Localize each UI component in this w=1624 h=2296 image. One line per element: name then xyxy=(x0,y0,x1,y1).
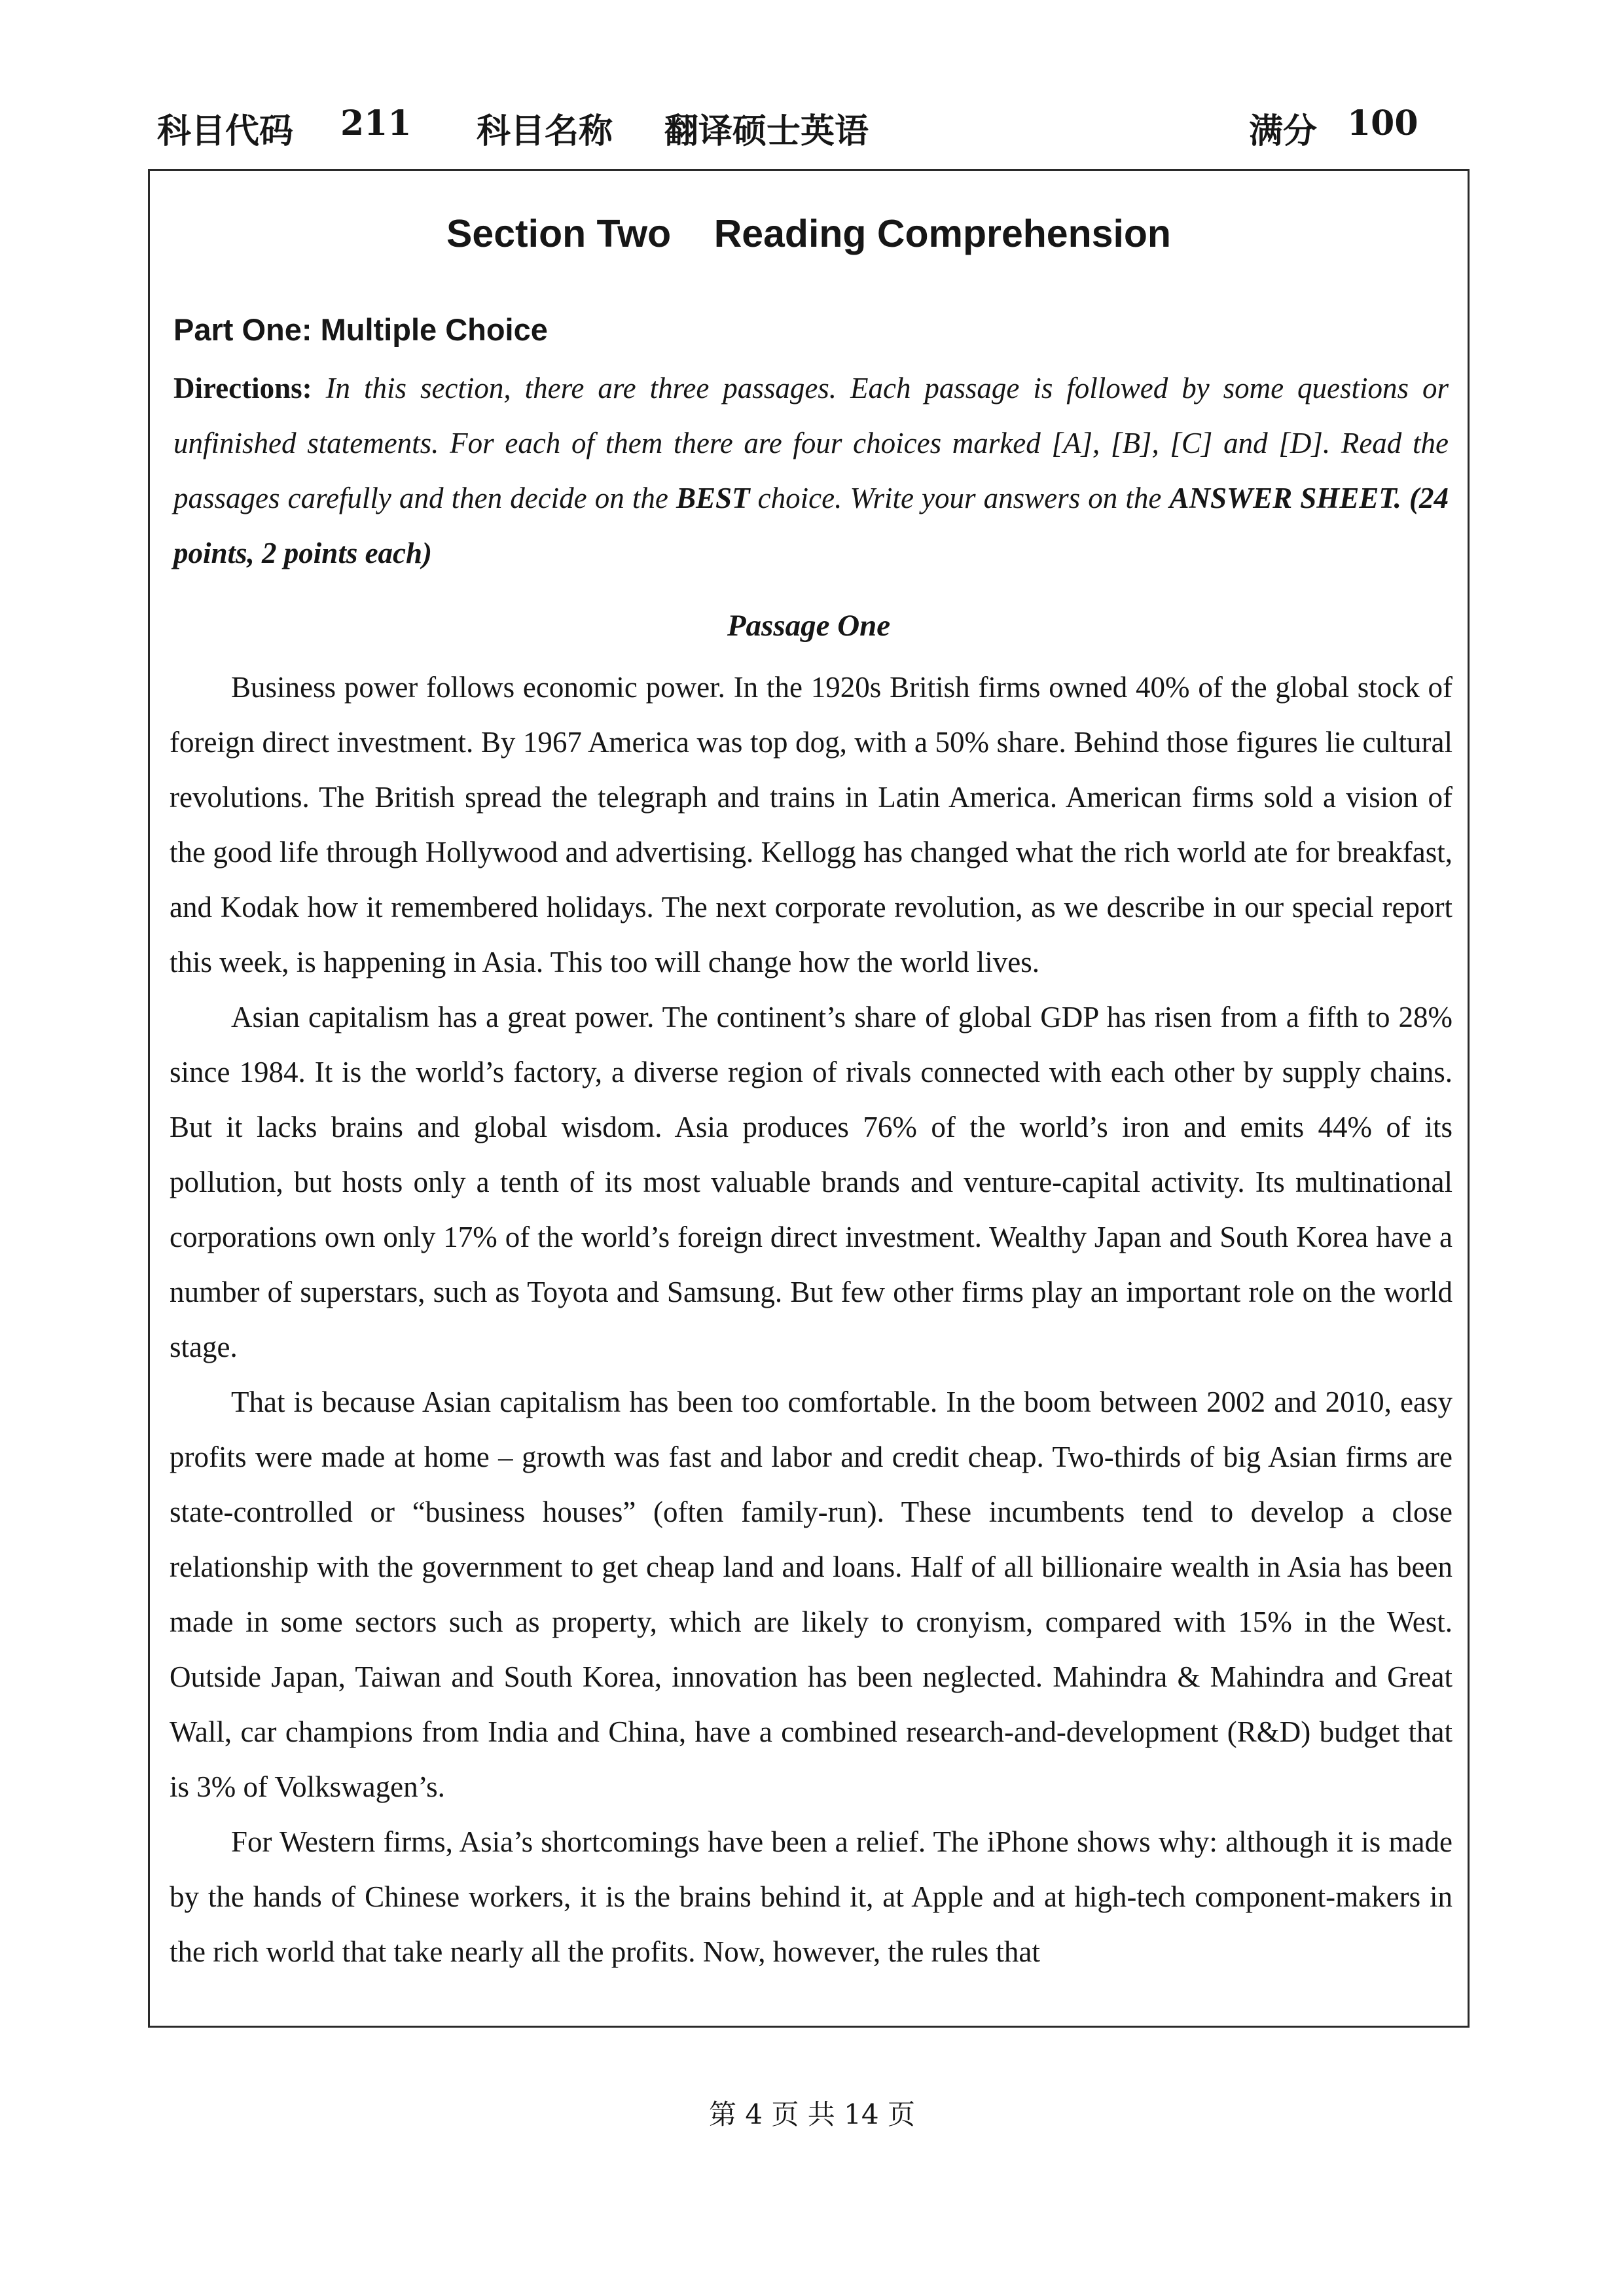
full-score-label: 满分 xyxy=(1249,111,1318,151)
page-suffix: 页 xyxy=(887,2098,915,2130)
directions-answer-sheet: ANSWER SHEET xyxy=(1169,482,1394,514)
directions-text-3: . (24 points, 2 points each) xyxy=(173,482,1449,569)
page-current: 4 xyxy=(745,2098,763,2130)
page-middle: 页 共 xyxy=(771,2098,835,2130)
directions-text-2: choice. Write your answers on the xyxy=(749,482,1170,514)
subject-name-label: 科目名称 xyxy=(477,111,613,151)
directions-text-1: In this section, there are three passages. Each passage is followed by some questions or unfinished statements. For each of them there are four choices marked [A], [B], [C] and [D]. Read the passages carefully and then decide on the xyxy=(173,372,1449,514)
page-total: 14 xyxy=(844,2098,879,2130)
subject-code: 211 xyxy=(340,103,412,143)
content-frame xyxy=(148,169,1470,2028)
passage-paragraph: For Western firms, Asia’s shortcomings have been a relief. The iPhone shows why: although it is made by the hands of Chinese workers, it is the brains behind it, at Apple and at high-tech component-makers in the rich world that take nearly all the profits. Now, however, the rules that xyxy=(170,1825,1453,1968)
page-prefix: 第 xyxy=(708,2098,736,2130)
part-title: Part One: Multiple Choice xyxy=(173,312,548,347)
exam-header xyxy=(0,98,1624,157)
passage-paragraph: That is because Asian capitalism has been too comfortable. In the boom between 2002 and 2010, easy profits were made at home – growth was fast and labor and credit cheap. Two-thirds of big Asian firms are state-controlled or “business houses” (often family-run). These incumbents tend to develop a close relationship with the government to get cheap land and loans. Half of all billionaire wealth in Asia has been made in some sectors such as property, which are likely to cronyism, compared with 15% in the West. Outside Japan, Taiwan and South Korea, innovation has been neglected. Mahindra & Mahindra and Great Wall, car champions from India and China, have a combined research-and-development (R&D) budget that is 3% of Volkswagen’s. xyxy=(170,1386,1453,1803)
full-score: 100 xyxy=(1347,103,1418,143)
passage-body xyxy=(170,660,1453,1979)
page-footer xyxy=(0,2093,1624,2132)
subject-code-label: 科目代码 xyxy=(157,111,294,151)
passage-paragraph: Business power follows economic power. In the 1920s British firms owned 40% of the global stock of foreign direct investment. By 1967 America was top dog, with a 50% share. Behind those figures lie cultural revolutions. The British spread the telegraph and trains in Latin America. American firms sold a vision of the good life through Hollywood and advertising. Kellogg has changed what the rich world ate for breakfast, and Kodak how it remembered holidays. The next corporate revolution, as we describe in our special report this week, is happening in Asia. This too will change how the world lives. xyxy=(170,671,1453,978)
section-title: Section Two Reading Comprehension xyxy=(446,212,1171,255)
passage-paragraph: Asian capitalism has a great power. The continent’s share of global GDP has risen from a fifth to 28% since 1984. It is the world’s factory, a diverse region of rivals connected with each other by supply chains. But it lacks brains and global wisdom. Asia produces 76% of the world’s iron and emits 44% of its pollution, but hosts only a tenth of its most valuable brands and venture-capital activity. Its multinational corporations own only 17% of the world’s foreign direct investment. Wealthy Japan and South Korea have a number of superstars, such as Toyota and Samsung. But few other firms play an important role on the world stage. xyxy=(170,1001,1453,1363)
directions-lead: Directions: xyxy=(173,372,312,404)
subject-name: 翻译硕士英语 xyxy=(664,111,869,151)
directions-best: BEST xyxy=(676,482,750,514)
directions xyxy=(173,361,1449,581)
passage-title: Passage One xyxy=(727,609,891,643)
